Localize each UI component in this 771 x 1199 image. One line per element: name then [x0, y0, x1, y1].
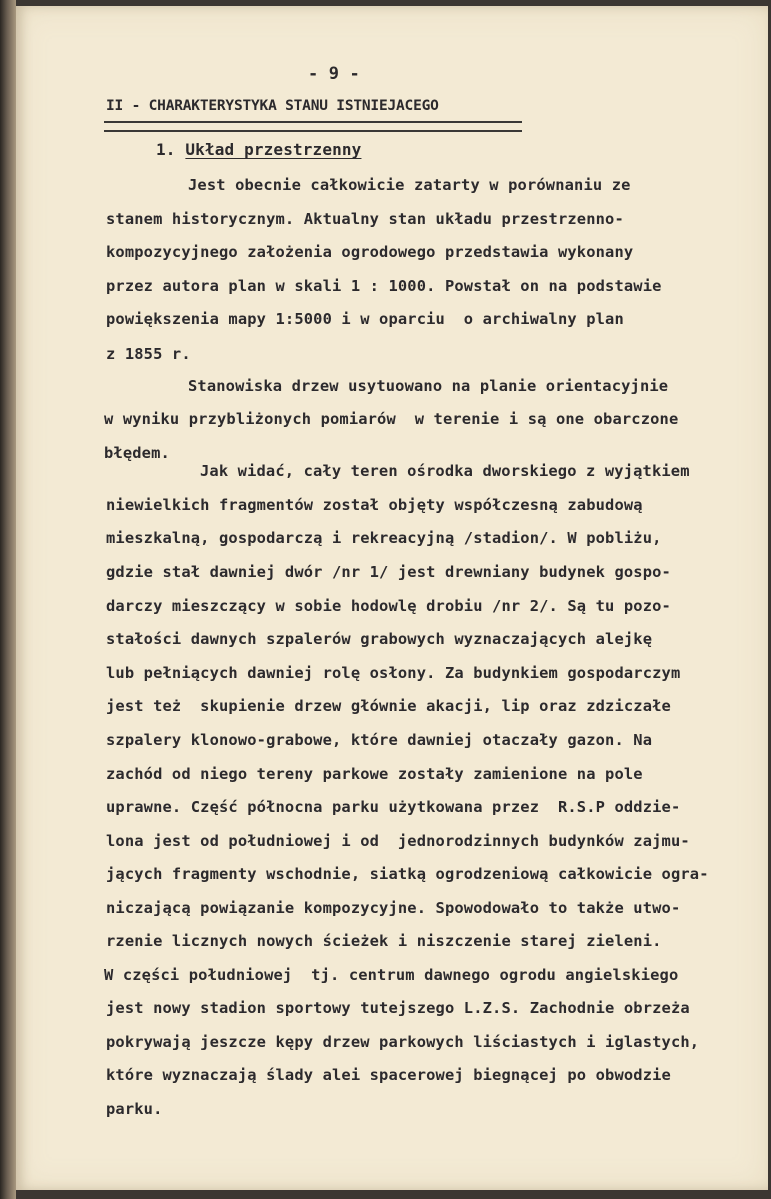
document-page [16, 6, 768, 1190]
subsection-number: 1. [156, 140, 176, 159]
body-line: stanem historycznym. Aktualny stan układu przestrzenno- [106, 210, 624, 228]
body-line: uprawne. Część północna parku użytkowana przez R.S.P oddzie- [106, 798, 681, 816]
body-line: darczy mieszczący w sobie hodowlę drobiu /nr 2/. Są tu pozo- [106, 597, 671, 615]
body-line: przez autora plan w skali 1 : 1000. Powstał on na podstawie [106, 277, 662, 295]
body-line: w wyniku przybliżonych pomiarów w terenie i są one obarczone [104, 410, 679, 428]
body-line: zachód od niego tereny parkowe zostały zamienione na pole [106, 765, 643, 783]
body-line: lub pełniących dawniej rolę osłony. Za budynkiem gospodarczym [106, 664, 681, 682]
body-line: pokrywają jeszcze kępy drzew parkowych liściastych i iglastych, [106, 1033, 700, 1051]
body-line: błędem. [104, 444, 170, 462]
body-line: które wyznaczają ślady alei spacerowej biegnącej po obwodzie [106, 1066, 671, 1084]
body-line: kompozycyjnego założenia ogrodowego przedstawia wykonany [106, 243, 634, 261]
body-line: jest nowy stadion sportowy tutejszego L.Z.S. Zachodnie obrzeża [106, 999, 690, 1017]
body-line: gdzie stał dawniej dwór /nr 1/ jest drewniany budynek gospo- [106, 563, 671, 581]
body-line: z 1855 r. [106, 345, 191, 363]
body-line: niewielkich fragmentów został objęty współczesną zabudową [106, 496, 643, 514]
body-line: mieszkalną, gospodarczą i rekreacyjną /stadion/. W pobliżu, [106, 529, 662, 547]
body-line: W części południowej tj. centrum dawnego ogrodu angielskiego [104, 966, 679, 984]
body-line: jest też skupienie drzew głównie akacji, lip oraz zdziczałe [106, 697, 671, 715]
body-line: szpalery klonowo-grabowe, które dawniej otaczały gazon. Na [106, 731, 653, 749]
page-number: - 9 - [308, 64, 360, 84]
body-line: jących fragmenty wschodnie, siatką ogrodzeniową całkowicie ogra- [106, 865, 709, 883]
book-binding [0, 0, 16, 1199]
body-line: rzenie licznych nowych ścieżek i niszczenie starej zieleni. [106, 932, 662, 950]
body-line: powiększenia mapy 1:5000 i w oparciu o archiwalny plan [106, 310, 624, 328]
body-line: niczającą powiązanie kompozycyjne. Spowodowało to także utwo- [106, 899, 681, 917]
body-line: Jak widać, cały teren ośrodka dworskiego z wyjątkiem [200, 462, 690, 480]
title-double-underline [104, 121, 522, 132]
body-line: Stanowiska drzew usytuowano na planie orientacyjnie [188, 377, 669, 395]
body-line: parku. [106, 1100, 163, 1118]
body-line: stałości dawnych szpalerów grabowych wyznaczających alejkę [106, 630, 653, 648]
body-line: Jest obecnie całkowicie zatarty w porównaniu ze [188, 176, 631, 194]
subsection-heading [156, 140, 361, 159]
section-title: II - CHARAKTERYSTYKA STANU ISTNIEJACEGO [106, 98, 439, 114]
subsection-title: Układ przestrzenny [185, 140, 362, 159]
body-line: lona jest od południowej i od jednorodzinnych budynków zajmu- [106, 832, 690, 850]
